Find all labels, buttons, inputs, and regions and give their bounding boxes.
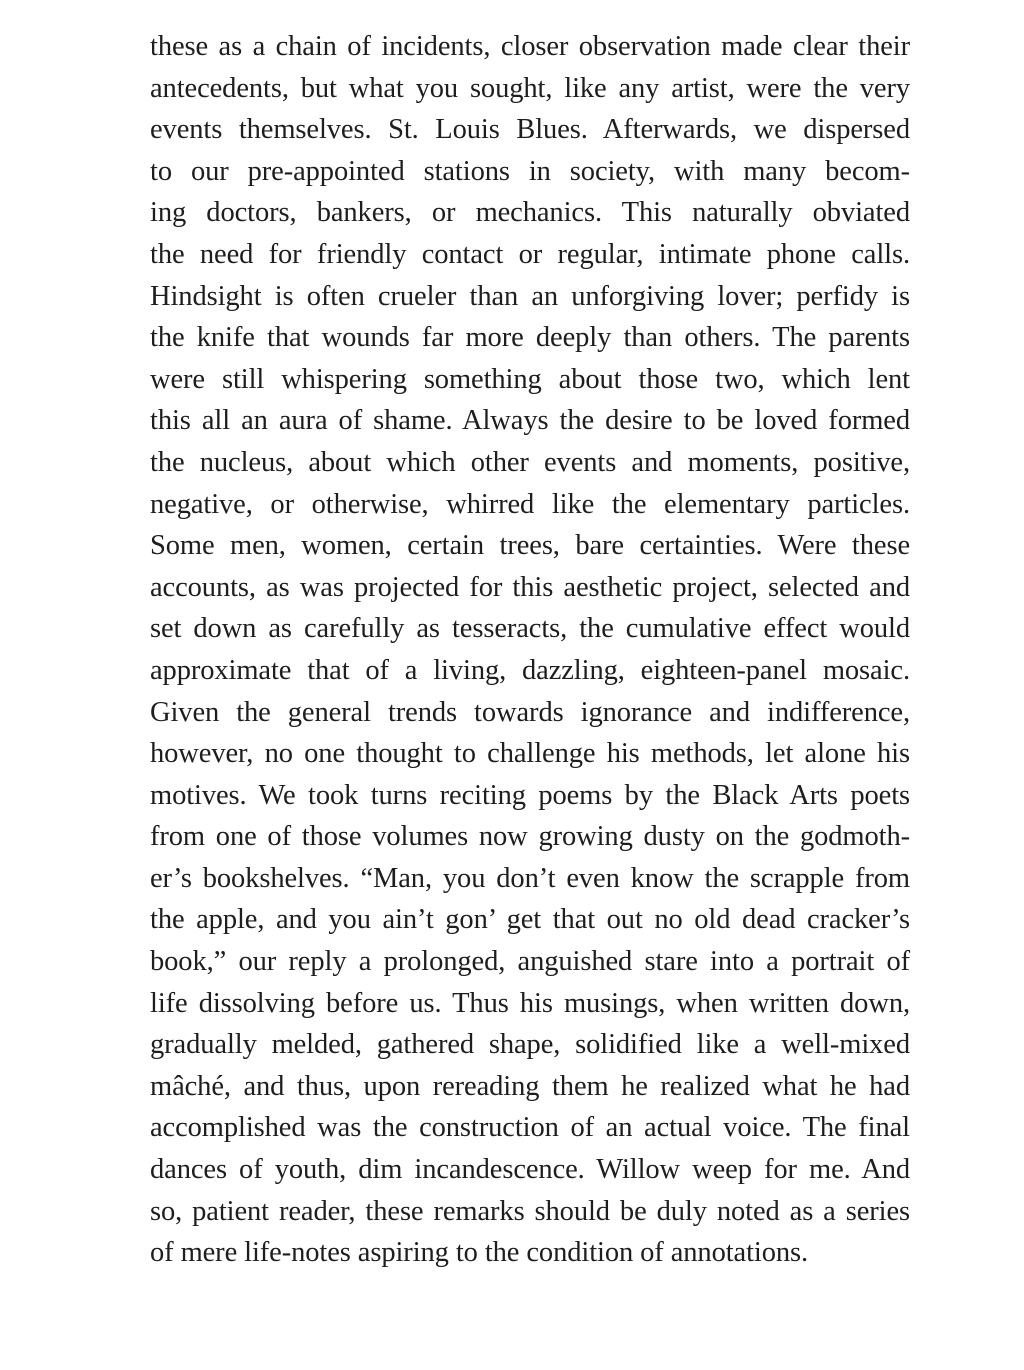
text-line: the knife that wounds far more deeply than others. The parents <box>150 322 910 354</box>
text-line: accounts, as was projected for this aesthetic project, selected and <box>150 571 910 603</box>
text-line-last: of mere life-notes aspiring to the condition of annotations. <box>150 1237 809 1269</box>
text-line: er’s bookshelves. “Man, you don’t even know the scrapple from <box>150 862 910 894</box>
text-line: mâché, and thus, upon rereading them he realized what he had <box>150 1070 910 1102</box>
text-line: Some men, women, certain trees, bare certainties. Were these <box>150 530 910 562</box>
text-line: this all an aura of shame. Always the desire to be loved formed <box>150 405 910 437</box>
text-line: ing doctors, bankers, or mechanics. This naturally obviated <box>150 197 910 229</box>
text-line: to our pre-appointed stations in society, with many becom- <box>150 155 910 187</box>
text-line: accomplished was the construction of an actual voice. The final <box>150 1112 910 1144</box>
text-line: motives. We took turns reciting poems by the Black Arts poets <box>150 779 910 811</box>
text-line: Hindsight is often crueler than an unforgiving lover; perfidy is <box>150 280 910 312</box>
text-line: dances of youth, dim incandescence. Willow weep for me. And <box>150 1154 910 1186</box>
text-line: gradually melded, gathered shape, solidified like a well-mixed <box>150 1029 910 1061</box>
text-line: these as a chain of incidents, closer observation made clear their <box>150 31 910 62</box>
text-line: set down as carefully as tesseracts, the cumulative effect would <box>150 613 910 645</box>
text-line: events themselves. St. Louis Blues. Afterwards, we dispersed <box>150 114 910 146</box>
text-line: book,” our reply a prolonged, anguished stare into a portrait of <box>150 946 910 978</box>
text-line: from one of those volumes now growing dusty on the godmoth- <box>150 821 910 853</box>
text-line: approximate that of a living, dazzling, eighteen-panel mosaic. <box>150 654 910 686</box>
text-line: antecedents, but what you sought, like any artist, were the very <box>150 72 910 104</box>
text-line: were still whispering something about those two, which lent <box>150 363 910 395</box>
text-line: the apple, and you ain’t gon’ get that out no old dead cracker’s <box>150 904 910 936</box>
text-line: the need for friendly contact or regular, intimate phone calls. <box>150 238 910 270</box>
text-line: the nucleus, about which other events and moments, positive, <box>150 446 910 478</box>
text-line: Given the general trends towards ignorance and indifference, <box>150 696 910 728</box>
body-text <box>150 26 910 1274</box>
text-line: negative, or otherwise, whirred like the elementary particles. <box>150 488 910 520</box>
text-line: so, patient reader, these remarks should be duly noted as a series <box>150 1195 910 1227</box>
text-line: however, no one thought to challenge his methods, let alone his <box>150 738 910 770</box>
text-line: life dissolving before us. Thus his musings, when written down, <box>150 987 910 1019</box>
